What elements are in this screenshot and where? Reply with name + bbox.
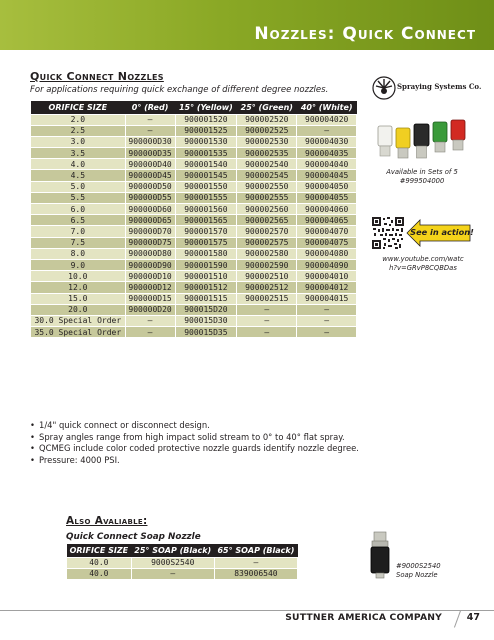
table-cell: — xyxy=(131,568,214,579)
table-row xyxy=(31,215,357,226)
table-cell: 900000D65 xyxy=(125,215,175,226)
table-cell: 900002540 xyxy=(237,159,297,170)
table-cell: 900001535 xyxy=(175,148,237,159)
soap-nozzle-table xyxy=(66,544,298,580)
table-cell: 900000D20 xyxy=(125,304,175,315)
table-cell: 900004045 xyxy=(297,170,357,181)
soap-table-body xyxy=(67,557,298,579)
page-title: Nozzles: Quick Connect xyxy=(254,24,476,44)
table-cell: 900001540 xyxy=(175,159,237,170)
table-row xyxy=(31,248,357,259)
table-cell: 4.0 xyxy=(31,159,126,170)
table-cell: 5.5 xyxy=(31,192,126,203)
col-header-green: 25° (Green) xyxy=(237,101,297,114)
table-cell: 900000D70 xyxy=(125,226,175,237)
youtube-url[interactable] xyxy=(367,255,479,272)
table-cell: 2.5 xyxy=(31,125,126,136)
table-row xyxy=(67,557,298,568)
table-cell: 30.0 Special Order xyxy=(31,315,126,326)
table-cell: — xyxy=(125,114,175,125)
table-cell: — xyxy=(297,304,357,315)
see-in-action-label[interactable]: See in action! xyxy=(410,227,474,237)
table-cell: 8.0 xyxy=(31,248,126,259)
table-cell: 40.0 xyxy=(67,557,132,568)
table-cell: 900015D20 xyxy=(175,304,237,315)
table-cell: 10.0 xyxy=(31,271,126,282)
table-cell: 900002580 xyxy=(237,248,297,259)
table-row xyxy=(31,226,357,237)
sets-caption-line2: #999504000 xyxy=(399,176,445,185)
table-row xyxy=(31,159,357,170)
table-cell: 900004012 xyxy=(297,282,357,293)
table-row xyxy=(31,170,357,181)
table-cell: 900001520 xyxy=(175,114,237,125)
table-row xyxy=(31,148,357,159)
table-cell: 15.0 xyxy=(31,293,126,304)
soap-nozzle-subtitle: Quick Connect Soap Nozzle xyxy=(66,532,201,542)
table-row xyxy=(31,271,357,282)
nozzle-table-body xyxy=(31,114,357,338)
table-cell: — xyxy=(297,315,357,326)
table-cell: 4.5 xyxy=(31,170,126,181)
soap-caption xyxy=(396,562,441,579)
table-cell: 3.0 xyxy=(31,136,126,147)
table-cell: 900001560 xyxy=(175,204,237,215)
table-cell: 900001530 xyxy=(175,136,237,147)
table-cell: 900004010 xyxy=(297,271,357,282)
table-row xyxy=(31,315,357,326)
table-cell: 900000D12 xyxy=(125,282,175,293)
table-cell: — xyxy=(125,327,175,338)
table-cell: 900002560 xyxy=(237,204,297,215)
table-cell: 900002570 xyxy=(237,226,297,237)
table-cell: — xyxy=(214,557,297,568)
table-cell: 900001510 xyxy=(175,271,237,282)
table-cell: 900004035 xyxy=(297,148,357,159)
soap-caption-line2: Soap Nozzle xyxy=(396,570,438,579)
table-cell: 900004090 xyxy=(297,259,357,270)
table-cell: 9.0 xyxy=(31,259,126,270)
table-row xyxy=(67,568,298,579)
col-header-orifice: ORIFICE SIZE xyxy=(31,101,126,114)
table-cell: 900000D90 xyxy=(125,259,175,270)
table-cell: 900001580 xyxy=(175,248,237,259)
footer-company: SUTTNER AMERICA COMPANY xyxy=(285,612,442,623)
table-row xyxy=(31,204,357,215)
table-cell: 6.5 xyxy=(31,215,126,226)
white-nozzle xyxy=(378,126,392,156)
table-cell: 900000D15 xyxy=(125,293,175,304)
table-row xyxy=(31,136,357,147)
col-header-65-soap: 65° SOAP (Black) xyxy=(214,544,297,557)
table-cell: 900000D50 xyxy=(125,181,175,192)
col-header-white: 40° (White) xyxy=(297,101,357,114)
table-cell: 900000D60 xyxy=(125,204,175,215)
table-cell: 900001590 xyxy=(175,259,237,270)
table-cell: 900001525 xyxy=(175,125,237,136)
table-cell: 900001575 xyxy=(175,237,237,248)
soap-caption-line1: #9000S2540 xyxy=(396,562,441,570)
table-cell: 900001565 xyxy=(175,215,237,226)
table-cell: 839006540 xyxy=(214,568,297,579)
table-row xyxy=(31,114,357,125)
also-available-title: Also Avaliable: xyxy=(66,515,148,527)
table-cell: 900002515 xyxy=(237,293,297,304)
table-cell: 900004060 xyxy=(297,204,357,215)
table-cell: 900002510 xyxy=(237,271,297,282)
feature-list xyxy=(30,420,366,466)
nozzle-table xyxy=(30,101,357,338)
table-cell: 6.0 xyxy=(31,204,126,215)
col-header-orifice: ORIFICE SIZE xyxy=(67,544,132,557)
table-cell: 900000D30 xyxy=(125,136,175,147)
table-cell: 900004080 xyxy=(297,248,357,259)
feature-item: • 1/4" quick connect or disconnect design. xyxy=(30,420,366,432)
col-header-yellow: 15° (Yellow) xyxy=(175,101,237,114)
table-cell: 900002525 xyxy=(237,125,297,136)
yellow-nozzle xyxy=(396,128,410,158)
sets-caption xyxy=(367,168,477,185)
table-cell: 900001555 xyxy=(175,192,237,203)
table-cell: 900015D30 xyxy=(175,315,237,326)
table-cell: 900001550 xyxy=(175,181,237,192)
table-cell: 900002555 xyxy=(237,192,297,203)
table-header-row xyxy=(31,101,357,114)
table-cell: 900000D75 xyxy=(125,237,175,248)
table-cell: 900004030 xyxy=(297,136,357,147)
table-cell: — xyxy=(237,327,297,338)
table-cell: 900002550 xyxy=(237,181,297,192)
table-cell: 7.0 xyxy=(31,226,126,237)
table-row xyxy=(31,192,357,203)
table-cell: 900001515 xyxy=(175,293,237,304)
table-cell: 2.0 xyxy=(31,114,126,125)
youtube-url-line1: www.youtube.com/watc xyxy=(382,255,464,263)
table-cell: 900002520 xyxy=(237,114,297,125)
table-cell: 900002590 xyxy=(237,259,297,270)
table-cell: 35.0 Special Order xyxy=(31,327,126,338)
table-cell: — xyxy=(297,327,357,338)
youtube-url-line2: h?v=GRvP8CQBDas xyxy=(389,263,457,272)
section-subtitle: For applications requiring quick exchange of different degree nozzles. xyxy=(30,85,329,95)
table-cell: 900000D45 xyxy=(125,170,175,181)
table-cell: 900000D55 xyxy=(125,192,175,203)
table-row xyxy=(31,237,357,248)
table-cell: — xyxy=(125,125,175,136)
table-cell: 900000D35 xyxy=(125,148,175,159)
table-cell: 900000D80 xyxy=(125,248,175,259)
table-cell: 900002535 xyxy=(237,148,297,159)
table-cell: 900004050 xyxy=(297,181,357,192)
table-cell: 900004055 xyxy=(297,192,357,203)
table-row xyxy=(31,327,357,338)
feature-item: • Pressure: 4000 PSI. xyxy=(30,455,366,467)
table-row xyxy=(31,304,357,315)
qr-code[interactable] xyxy=(371,216,405,250)
table-cell: 9000S2540 xyxy=(131,557,214,568)
col-header-red: 0° (Red) xyxy=(125,101,175,114)
soap-nozzle-image xyxy=(366,530,394,580)
table-cell: 3.5 xyxy=(31,148,126,159)
section-heading xyxy=(30,70,366,95)
feature-item: • QCMEG include color coded protective nozzle guards identify nozzle degree. xyxy=(30,443,366,455)
col-header-25-soap: 25° SOAP (Black) xyxy=(131,544,214,557)
table-cell: 900004070 xyxy=(297,226,357,237)
table-cell: — xyxy=(237,304,297,315)
table-cell: — xyxy=(297,125,357,136)
table-cell: 900004065 xyxy=(297,215,357,226)
footer-divider xyxy=(0,610,494,611)
table-cell: 12.0 xyxy=(31,282,126,293)
table-header-row xyxy=(67,544,298,557)
table-cell: 7.5 xyxy=(31,237,126,248)
green-nozzle xyxy=(433,122,447,152)
table-cell: 20.0 xyxy=(31,304,126,315)
logo-text: Spraying Systems Co. xyxy=(397,82,482,91)
table-row xyxy=(31,181,357,192)
table-cell: 900002545 xyxy=(237,170,297,181)
table-cell: 900004015 xyxy=(297,293,357,304)
table-cell: 900001570 xyxy=(175,226,237,237)
section-title: Quick Connect Nozzles xyxy=(30,70,164,83)
table-cell: 900015D35 xyxy=(175,327,237,338)
table-cell: 900000D40 xyxy=(125,159,175,170)
table-cell: 900002530 xyxy=(237,136,297,147)
table-cell: 900000D10 xyxy=(125,271,175,282)
table-cell: — xyxy=(125,315,175,326)
table-row xyxy=(31,125,357,136)
table-cell: 900002512 xyxy=(237,282,297,293)
feature-item: • Spray angles range from high impact solid stream to 0° to 40° flat spray. xyxy=(30,432,366,444)
table-cell: 40.0 xyxy=(67,568,132,579)
table-cell: 900002565 xyxy=(237,215,297,226)
nozzle-set-image xyxy=(370,108,470,168)
table-cell: 900001512 xyxy=(175,282,237,293)
table-row xyxy=(31,259,357,270)
table-cell: 900004040 xyxy=(297,159,357,170)
table-row xyxy=(31,282,357,293)
sets-caption-line1: Available in Sets of 5 xyxy=(386,168,458,176)
table-cell: — xyxy=(237,315,297,326)
table-cell: 5.0 xyxy=(31,181,126,192)
page-number: 47 xyxy=(466,612,480,623)
table-row xyxy=(31,293,357,304)
black-nozzle xyxy=(414,124,429,158)
red-nozzle xyxy=(451,120,465,150)
table-cell: 900004020 xyxy=(297,114,357,125)
table-cell: 900001545 xyxy=(175,170,237,181)
footer-slash-divider xyxy=(454,610,461,627)
table-cell: 900004075 xyxy=(297,237,357,248)
table-cell: 900002575 xyxy=(237,237,297,248)
